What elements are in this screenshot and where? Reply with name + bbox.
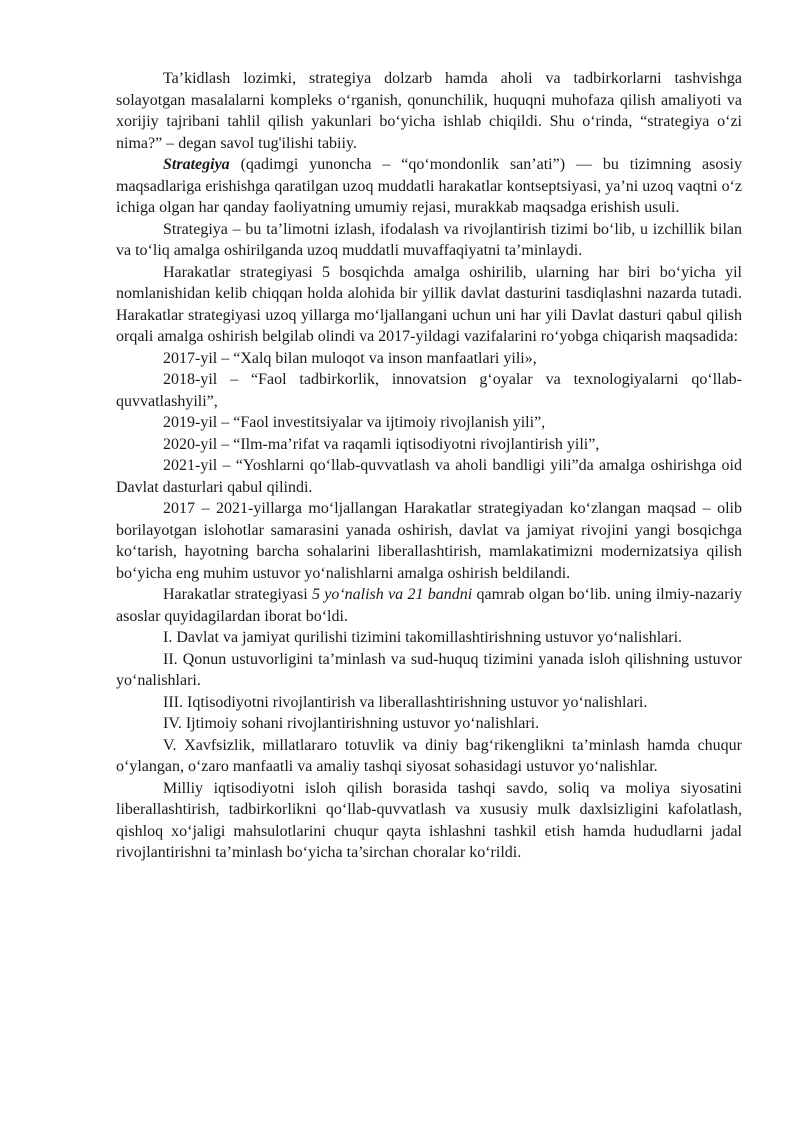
document-page bbox=[116, 68, 742, 864]
paragraph-strategy-definition bbox=[116, 154, 742, 219]
directions-count: 5 yo‘nalish va 21 bandni bbox=[311, 586, 473, 603]
year-2018-item: 2018-yil – “Faol tadbirkorlik, innovatsion g‘oyalar va texnologiyalarni qo‘llab-quvvatlashyili”, bbox=[116, 371, 742, 410]
direction-1: I. Davlat va jamiyat qurilishi tizimini takomillashtirishning ustuvor yo‘nalishlari. bbox=[163, 629, 683, 646]
year-2021-item: 2021-yil – “Yoshlarni qo‘llab-quvvatlash va aholi bandligi yili”da amalga oshirishga oid Davlat dasturlari qabul qilindi. bbox=[116, 457, 742, 496]
year-2017-item: 2017-yil – “Xalq bilan muloqot va inson manfaatlari yili», bbox=[163, 349, 537, 367]
directions-intro-end: qamrab olgan bo‘lib. uning ilmiy-nazariy asoslar quyidagilardan iborat bo‘ldi. bbox=[116, 586, 743, 625]
paragraph-strategy-goal: 2017 – 2021-yillarga mo‘ljallangan Harakatlar strategiyadan ko‘zlangan maqsad – olib borilayotgan islohotlar samarasini yanada oshirish, davlat va jamiyat rivojini yangi bosqichga ko‘tarish, hayotning barcha sohalarini liberallashtirish, mamlakatimizni modernizatsiya qilish bo‘yicha eng muhim ustuvor yo‘nalishlarni amalga oshirish beldilandi. bbox=[116, 500, 742, 582]
paragraph-economy-reform: Milliy iqtisodiyotni isloh qilish borasida tashqi savdo, soliq va moliya siyosatini liberallashtirish, tadbirkorlikni qo‘llab-quvvatlash va xususiy mulk daxlsizligini kafolatlash, qishloq xo‘jaligi mahsulotlarini chuqur qayta ishlashni tashkil etish hamda hududlarni jadal rivojlantirishni ta’minlash bo‘yicha ta’sirchan choralar ko‘rildi. bbox=[116, 779, 742, 861]
strategy-term: Strategiya bbox=[163, 156, 230, 173]
paragraph-intro: Ta’kidlash lozimki, strategiya dolzarb hamda aholi va tadbirkorlarni tashvishga solayotgan masalalarni kompleks o‘rganish, qonunchilik, huquqni muhofaza qilish amaliyoti va xorijiy tajribani tahlil qilish yakunlari bo‘yicha ishlab chiqildi. Shu o‘rinda, “strategiya o‘zi nima?” – degan savol tug'ilishi tabiiy. bbox=[116, 70, 742, 152]
paragraph-action-strategy: Harakatlar strategiyasi 5 bosqichda amalga oshirilib, ularning har biri bo‘yicha yil nomlanishidan kelib chiqqan holda alohida bir yillik davlat dasturini tasdiqlashni nazarda tutadi. Harakatlar strategiyasi uzoq yillarga mo‘ljallangani uchun uni har yili Davlat dasturi qabul qilish orqali amalga oshirish belgilab olindi va 2017-yildagi vazifalarini ro‘yobga chiqarish maqsadida: bbox=[116, 263, 742, 345]
directions-intro-start: Harakatlar strategiyasi bbox=[163, 586, 312, 603]
paragraph-directions-intro bbox=[116, 584, 742, 627]
direction-4: IV. Ijtimoiy sohani rivojlantirishning ustuvor yo‘nalishlari. bbox=[163, 715, 540, 732]
direction-5: V. Xavfsizlik, millatlararo totuvlik va diniy bag‘rikenglikni ta’minlash hamda chuqur o‘ylangan, o‘zaro manfaatli va amaliy tashqi siyosat sohasidagi ustuvor yo‘nalishlar. bbox=[116, 736, 742, 775]
year-2020-item: 2020-yil – “Ilm-ma’rifat va raqamli iqtisodiyotni rivojlantirish yili”, bbox=[163, 435, 600, 453]
paragraph-strategy-system: Strategiya – bu ta’limotni izlash, ifodalash va rivojlantirish tizimi bo‘lib, u izchillik bilan va to‘liq amalga oshirilganda uzoq muddatli muvaffaqiyatni ta’minlaydi. bbox=[116, 220, 742, 259]
strategy-definition-text: (qadimgi yunoncha – “qo‘mondonlik san’ati”) — bu tizimning asosiy maqsadlariga erishishga qaratilgan uzoq muddatli harakatlar kontseptsiyasi, ya’ni uzoq vaqtni o‘z ichiga olgan har qanday faoliyatning umumiy rejasi, murakkab maqsadga erishish usuli. bbox=[116, 156, 742, 216]
year-2019-item: 2019-yil – “Faol investitsiyalar va ijtimoiy rivojlanish yili”, bbox=[163, 414, 546, 431]
direction-2: II. Qonun ustuvorligini ta’minlash va sud-huquq tizimini yanada isloh qilishning ustuvor yo‘nalishlari. bbox=[116, 650, 742, 689]
direction-3: III. Iqtisodiyotni rivojlantirish va liberallashtirishning ustuvor yo‘nalishlari. bbox=[163, 693, 648, 711]
